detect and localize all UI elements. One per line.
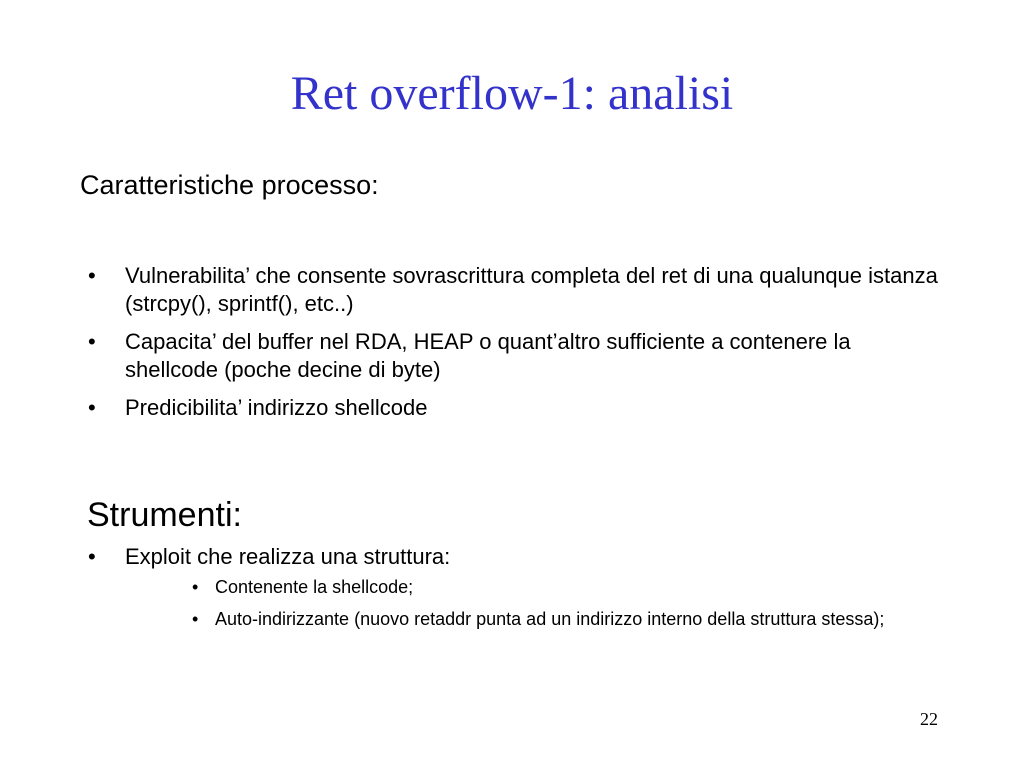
bullet-icon: • [88,329,96,354]
sub-list-item-text: Contenente la shellcode; [215,577,414,597]
list-item-text: Vulnerabilita’ che consente sovrascrittura completa del ret di una qualunque istanza (strcpy(), sprintf(), etc..) [125,263,938,316]
bullet-icon: • [192,609,199,629]
list-item [88,328,948,384]
page-number: 22 [920,709,938,729]
bullet-icon: • [192,577,199,597]
list-item [88,394,948,422]
list-item [88,543,948,571]
section-heading-strumenti: Strumenti: [87,496,242,534]
list-item-text: Capacita’ del buffer nel RDA, HEAP o quant’altro sufficiente a contenere la shellcode (poche decine di byte) [125,329,851,382]
sub-list-item-text: Auto-indirizzante (nuovo retaddr punta ad un indirizzo interno della struttura stessa); [215,609,885,629]
bullet-icon: • [88,263,96,288]
sub-list-item [192,576,932,598]
section-heading-caratteristiche: Caratteristiche processo: [80,170,379,200]
list-item [88,262,948,318]
bullet-list-caratteristiche [88,262,948,432]
list-item-text: Exploit che realizza una struttura: [125,544,451,569]
slide-title: Ret overflow-1: analisi [290,67,734,120]
sub-bullet-list-strumenti [192,576,932,640]
sub-list-item [192,608,932,630]
bullet-icon: • [88,395,96,420]
bullet-icon: • [88,544,96,569]
list-item-text: Predicibilita’ indirizzo shellcode [125,395,428,420]
